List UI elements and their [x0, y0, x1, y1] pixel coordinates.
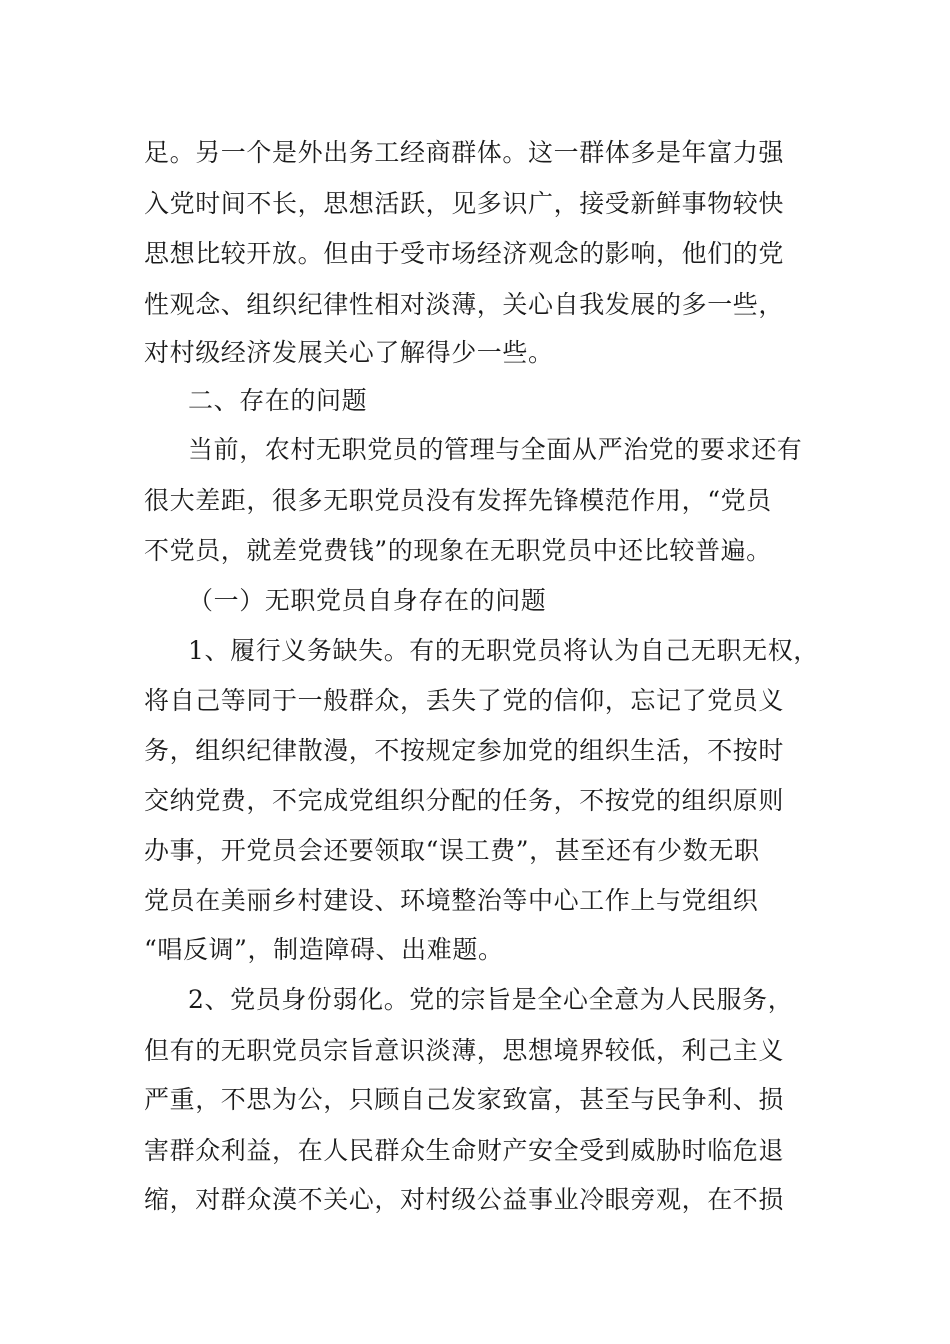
text-line-20: 严重，不思为公，只顾自己发家致富，甚至与民争利、损 — [144, 1085, 785, 1114]
text-line-2: 入党时间不长，思想活跃，见多识广，接受新鲜事物较快 — [144, 189, 785, 218]
text-line-15: 办事，开党员会还要领取“误工费”，甚至还有少数无职 — [144, 836, 760, 865]
text-line-14: 交纳党费，不完成党组织分配的任务，不按党的组织原则 — [144, 786, 785, 815]
text-line-12: 将自己等同于一般群众，丢失了党的信仰，忘记了党员义 — [144, 686, 785, 715]
section-heading: 二、存在的问题 — [188, 386, 368, 415]
text-line-17: “唱反调”，制造障碍、出难题。 — [144, 935, 504, 964]
text-line-21: 害群众利益，在人民群众生命财产安全受到威胁时临危退 — [144, 1136, 785, 1165]
text-line-22: 缩，对群众漠不关心，对村级公益事业冷眼旁观，在不损 — [144, 1185, 785, 1214]
text-line-5: 对村级经济发展关心了解得少一些。 — [144, 338, 554, 367]
subsection-heading: （一）无职党员自身存在的问题 — [188, 586, 547, 615]
text-line-18: 2、党员身份弱化。党的宗旨是全心全意为人民服务， — [188, 985, 794, 1014]
text-line-16: 党员在美丽乡村建设、环境整治等中心工作上与党组织 — [144, 886, 759, 915]
text-line-11: 1、履行义务缺失。有的无职党员将认为自己无职无权， — [188, 636, 819, 665]
text-line-13: 务，组织纪律散漫，不按规定参加党的组织生活，不按时 — [144, 736, 785, 765]
text-line-1: 足。另一个是外出务工经商群体。这一群体多是年富力强 — [144, 138, 785, 167]
text-line-9: 不党员，就差党费钱”的现象在无职党员中还比较普遍。 — [144, 536, 772, 565]
text-line-8: 很大差距，很多无职党员没有发挥先锋模范作用，“党员 — [144, 486, 772, 515]
text-line-3: 思想比较开放。但由于受市场经济观念的影响，他们的党 — [144, 239, 785, 268]
text-line-4: 性观念、组织纪律性相对淡薄，关心自我发展的多一些， — [144, 290, 785, 319]
text-line-19: 但有的无职党员宗旨意识淡薄，思想境界较低，利己主义 — [144, 1036, 785, 1065]
text-line-7: 当前，农村无职党员的管理与全面从严治党的要求还有 — [188, 435, 803, 464]
